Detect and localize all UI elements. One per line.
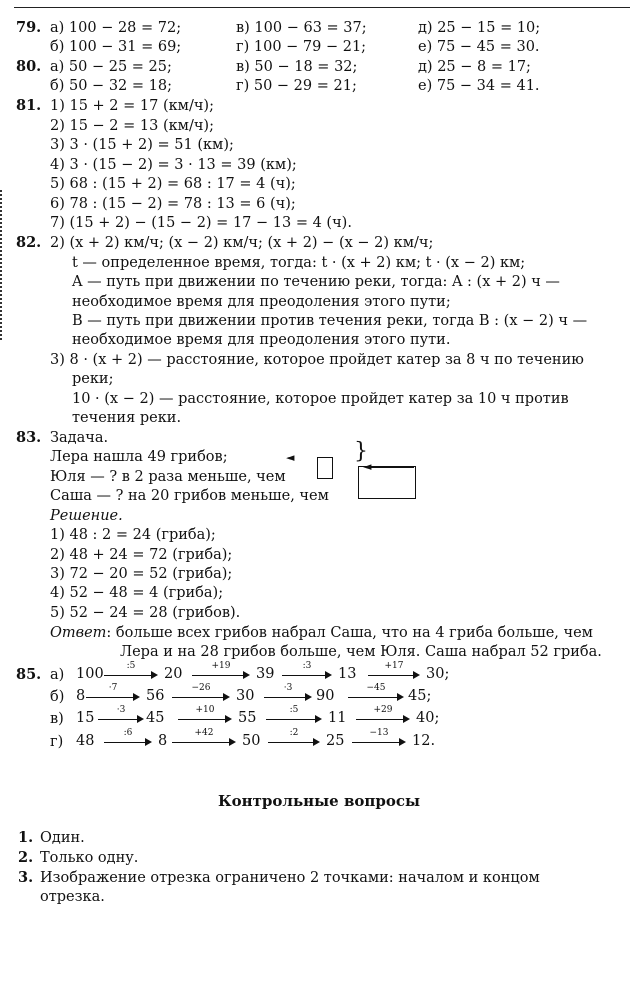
chain-arrow xyxy=(172,684,230,706)
chain-value: 56 xyxy=(146,688,165,704)
problem-82-number: 82. xyxy=(16,234,42,251)
p82-line: 3) 8 · (x + 2) — расстояние, которое пройдет катер за 8 ч по течению xyxy=(50,352,584,368)
chain-value: 50 xyxy=(242,733,261,749)
p80-b: б) 50 − 32 = 18; xyxy=(50,78,172,94)
chain-arrow xyxy=(352,729,406,751)
chain-arrow xyxy=(266,706,322,728)
chain-arrow xyxy=(104,729,152,751)
chain-value: 15 xyxy=(76,710,95,726)
p83-answer-text: : больше всех грибов набрал Саша, что на 4 гриба больше, чем xyxy=(106,625,593,641)
scheme-arrow-icon: ◄ xyxy=(363,460,372,473)
p79-e: е) 75 − 45 = 30. xyxy=(418,39,540,55)
arrow-right-icon xyxy=(413,671,420,679)
chain-arrow xyxy=(178,706,232,728)
chain-arrow xyxy=(264,684,312,706)
control-item-number: 2. xyxy=(18,849,34,866)
chain-value: 48 xyxy=(76,733,95,749)
chain-arrow xyxy=(98,706,144,728)
chain-value: 8 xyxy=(76,688,86,704)
chain-operation-label: +19 xyxy=(211,661,231,671)
chain-value: 25 xyxy=(326,733,345,749)
arrow-right-icon xyxy=(151,671,158,679)
p81-line: 7) (15 + 2) − (15 − 2) = 17 − 13 = 4 (ч). xyxy=(50,215,352,231)
p81-line: 6) 78 : (15 − 2) = 78 : 13 = 6 (ч); xyxy=(50,196,296,212)
p79-v: в) 100 − 63 = 37; xyxy=(236,20,367,36)
p82-line: реки; xyxy=(72,371,114,387)
scheme-brace-icon: } xyxy=(354,439,368,464)
p83-condition: Юля — ? в 2 раза меньше, чем xyxy=(50,469,286,485)
p82-line: B — путь при движении против течения реки, тогда B : (x − 2) ч — xyxy=(72,313,588,329)
problem-81-number: 81. xyxy=(16,97,42,114)
p81-line: 3) 3 · (15 + 2) = 51 (км); xyxy=(50,137,234,153)
chain-operation-label: :3 xyxy=(302,661,312,671)
p80-v: в) 50 − 18 = 32; xyxy=(236,59,358,75)
p83-condition: Саша — ? на 20 грибов меньше, чем xyxy=(50,488,329,504)
p81-line: 1) 15 + 2 = 17 (км/ч); xyxy=(50,98,214,114)
p82-line: необходимое время для преодоления этого пути. xyxy=(72,332,451,348)
chain-value: 30; xyxy=(426,666,450,682)
p83-step: 4) 52 − 48 = 4 (гриба); xyxy=(50,585,224,601)
chain-operation-label: +10 xyxy=(195,705,215,715)
p82-line: 2) (x + 2) км/ч; (x − 2) км/ч; (x + 2) − (x − 2) км/ч; xyxy=(50,235,434,251)
chain-value: 39 xyxy=(256,666,275,682)
chain-operation-label: −45 xyxy=(366,683,386,693)
page-edge-marks xyxy=(0,190,5,340)
chain-arrow xyxy=(282,662,332,684)
p85-letter: б) xyxy=(50,689,65,705)
chain-value: 40; xyxy=(416,710,440,726)
control-item-text: Изображение отрезка ограничено 2 точками: началом и концом xyxy=(40,870,540,886)
p81-line: 5) 68 : (15 + 2) = 68 : 17 = 4 (ч); xyxy=(50,176,296,192)
chain-value: 90 xyxy=(316,688,335,704)
problem-80-number: 80. xyxy=(16,58,42,75)
p79-d: д) 25 − 15 = 10; xyxy=(418,20,541,36)
p79-b: б) 100 − 31 = 69; xyxy=(50,39,182,55)
chain-value: 13 xyxy=(338,666,357,682)
problem-79-number: 79. xyxy=(16,19,42,36)
arrow-right-icon xyxy=(243,671,250,679)
p83-solution-label: Решение. xyxy=(50,508,123,524)
arrow-right-icon xyxy=(325,671,332,679)
chain-value: 55 xyxy=(238,710,257,726)
control-item-text-cont: отрезка. xyxy=(40,889,105,905)
arrow-right-icon xyxy=(133,693,140,701)
chain-operation-label: ·3 xyxy=(283,683,293,693)
control-item-number: 3. xyxy=(18,869,34,886)
arrow-right-icon xyxy=(397,693,404,701)
p79-g: г) 100 − 79 − 21; xyxy=(236,39,367,55)
arrow-right-icon xyxy=(403,715,410,723)
p81-line: 2) 15 − 2 = 13 (км/ч); xyxy=(50,118,214,134)
chain-operation-label: ·3 xyxy=(116,705,126,715)
arrow-right-icon xyxy=(315,715,322,723)
chain-operation-label: :6 xyxy=(123,728,133,738)
chain-value: 20 xyxy=(164,666,183,682)
chain-arrow xyxy=(356,706,410,728)
chain-operation-label: :2 xyxy=(289,728,299,738)
control-item-text: Только одну. xyxy=(40,850,139,866)
arrow-right-icon xyxy=(313,738,320,746)
control-item-text: Один. xyxy=(40,830,85,846)
chain-operation-label: −26 xyxy=(191,683,211,693)
p80-d: д) 25 − 8 = 17; xyxy=(418,59,531,75)
p85-letter: г) xyxy=(50,734,64,750)
chain-arrow xyxy=(368,662,420,684)
chain-operation-label: :5 xyxy=(289,705,299,715)
arrow-right-icon xyxy=(229,738,236,746)
chain-operation-label: +17 xyxy=(384,661,404,671)
top-rule xyxy=(14,7,630,8)
chain-operation-label: +42 xyxy=(194,728,214,738)
p83-step: 5) 52 − 24 = 28 (грибов). xyxy=(50,605,241,621)
p82-line: течения реки. xyxy=(72,410,182,426)
p80-g: г) 50 − 29 = 21; xyxy=(236,78,357,94)
p85-letter: а) xyxy=(50,667,65,683)
p82-line: необходимое время для преодоления этого пути; xyxy=(72,294,451,310)
chain-operation-label: :5 xyxy=(126,661,136,671)
p83-answer-label: Ответ xyxy=(50,625,107,641)
problem-83-number: 83. xyxy=(16,429,42,446)
arrow-right-icon xyxy=(223,693,230,701)
p83-condition: Лера нашла 49 грибов; xyxy=(50,449,228,465)
p83-answer-line-1 xyxy=(50,624,593,642)
chain-value: 100 xyxy=(76,666,104,682)
p82-line: A — путь при движении по течению реки, тогда: A : (x + 2) ч — xyxy=(72,274,560,290)
arrow-right-icon xyxy=(137,715,144,723)
chain-arrow xyxy=(172,729,236,751)
p83-step: 2) 48 + 24 = 72 (гриба); xyxy=(50,547,233,563)
p85-letter: в) xyxy=(50,711,64,727)
p80-e: е) 75 − 34 = 41. xyxy=(418,78,540,94)
p79-a: а) 100 − 28 = 72; xyxy=(50,20,182,36)
p83-title: Задача. xyxy=(50,430,109,446)
chain-value: 11 xyxy=(328,710,347,726)
control-questions-heading: Контрольные вопросы xyxy=(217,792,421,810)
chain-value: 8 xyxy=(158,733,168,749)
arrow-right-icon xyxy=(225,715,232,723)
chain-value: 30 xyxy=(236,688,255,704)
scheme-arrow-shaft xyxy=(368,467,414,468)
chain-arrow xyxy=(348,684,404,706)
chain-value: 45 xyxy=(146,710,165,726)
p82-line: 10 · (x − 2) — расстояние, которое пройдет катер за 10 ч против xyxy=(72,391,569,407)
p83-step: 1) 48 : 2 = 24 (гриба); xyxy=(50,527,216,543)
chain-value: 45; xyxy=(408,688,432,704)
p80-a: а) 50 − 25 = 25; xyxy=(50,59,172,75)
p83-step: 3) 72 − 20 = 52 (гриба); xyxy=(50,566,233,582)
chain-operation-label: +29 xyxy=(373,705,393,715)
chain-operation-label: −13 xyxy=(369,728,389,738)
control-item-number: 1. xyxy=(18,829,34,846)
arrow-right-icon xyxy=(305,693,312,701)
p81-line: 4) 3 · (15 − 2) = 3 · 13 = 39 (км); xyxy=(50,157,297,173)
chain-arrow xyxy=(104,662,158,684)
chain-arrow xyxy=(268,729,320,751)
scheme-small-box xyxy=(317,457,333,479)
p83-answer-line-2: Лера и на 28 грибов больше, чем Юля. Саша набрал 52 гриба. xyxy=(120,644,602,660)
arrow-right-icon xyxy=(145,738,152,746)
chain-arrow xyxy=(192,662,250,684)
scheme-arrow-left-icon: ◄ xyxy=(286,451,295,464)
p82-line: t — определенное время, тогда: t · (x + 2) км; t · (x − 2) км; xyxy=(72,255,526,271)
chain-arrow xyxy=(86,684,140,706)
problem-85-number: 85. xyxy=(16,666,42,683)
chain-value: 12. xyxy=(412,733,436,749)
chain-operation-label: ·7 xyxy=(108,683,118,693)
arrow-right-icon xyxy=(399,738,406,746)
